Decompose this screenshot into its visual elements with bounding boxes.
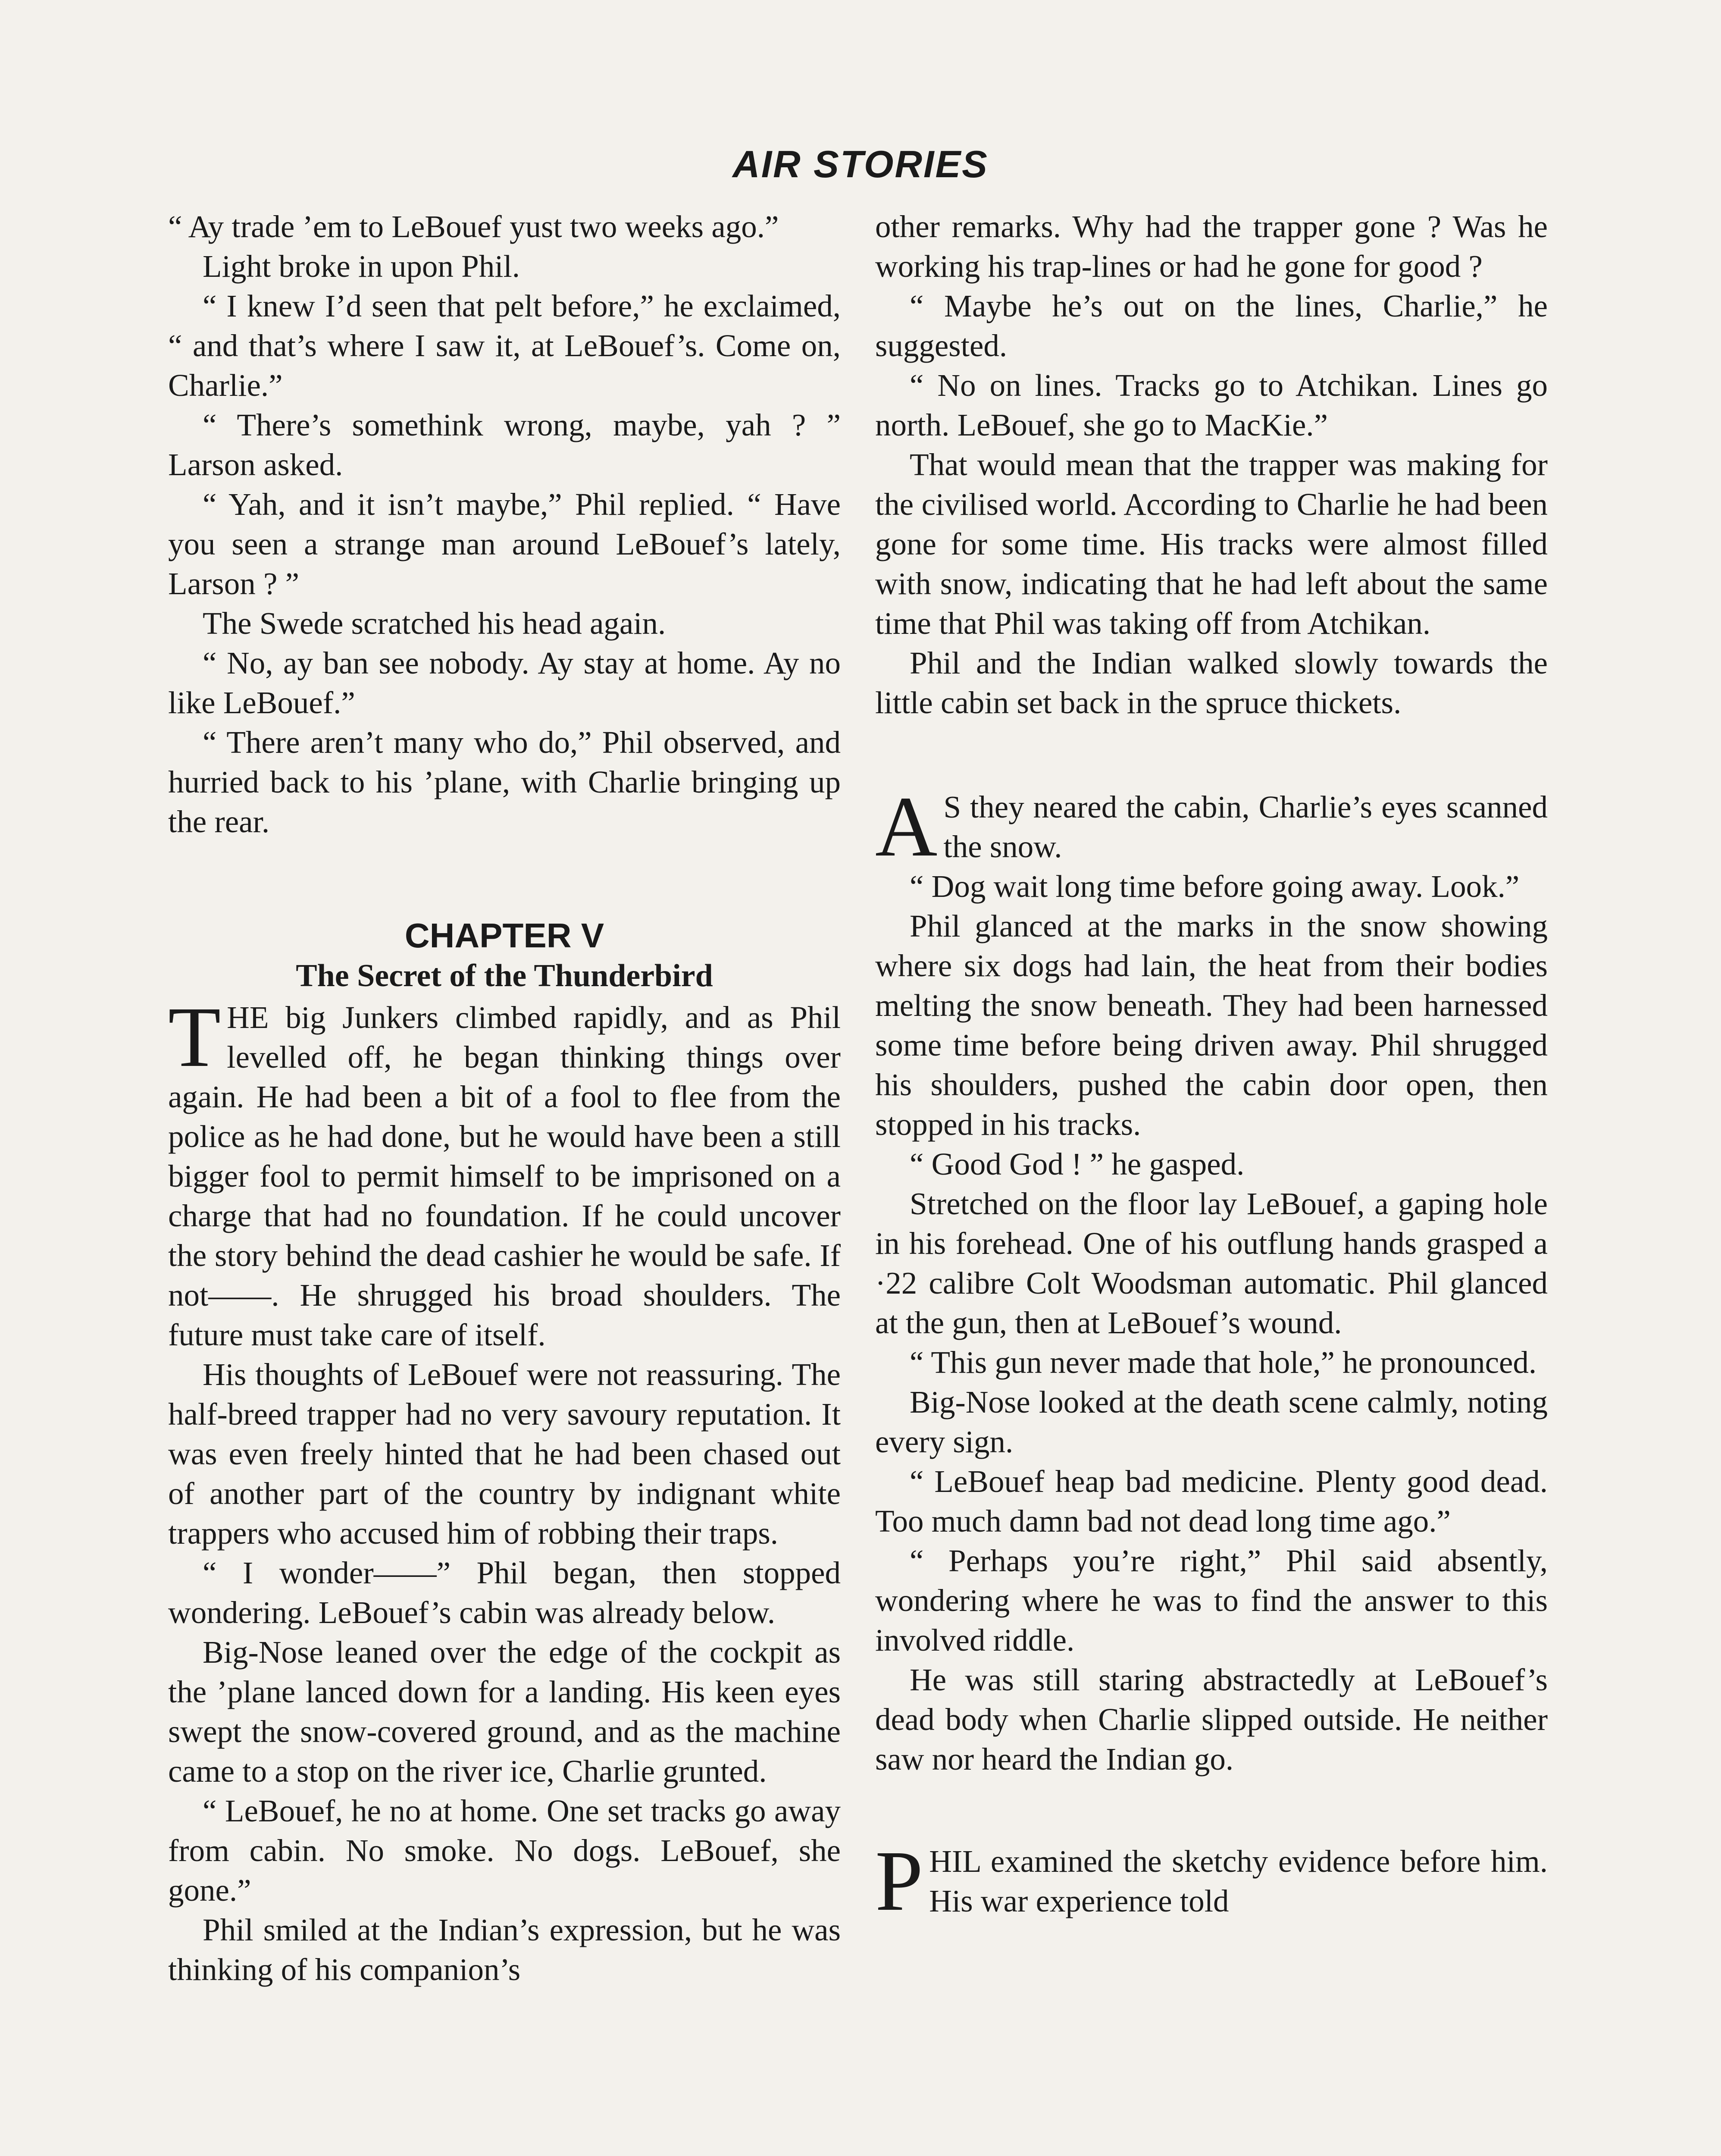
drop-cap: T	[168, 990, 221, 1085]
paragraph: Phil and the Indian walked slowly towards the little cabin set back in the spruce thickets.	[875, 646, 1548, 720]
running-header: AIR STORIES	[732, 143, 989, 185]
paragraph: Big-Nose looked at the death scene calmly, noting every sign.	[875, 1385, 1548, 1459]
paragraph: “ LeBouef, he no at home. One set tracks go away from cabin. No smoke. No dogs. LeBouef, she gone.”	[168, 1793, 841, 1908]
paragraph-text: HIL examined the sketchy evidence before him. His war experience told	[929, 1844, 1548, 1918]
paragraph: other remarks. Why had the trapper gone ? Was he working his trap-lines or had he gone for good ?	[875, 209, 1548, 284]
paragraph: “ Good God ! ” he gasped.	[910, 1147, 1245, 1181]
paragraph: “ I knew I’d seen that pelt before,” he exclaimed, “ and that’s where I saw it, at LeBouef’s. Come on, Charlie.”	[168, 288, 841, 403]
left-column	[168, 207, 841, 1990]
paragraph: “ I wonder——” Phil began, then stopped wondering. LeBouef’s cabin was already below.	[168, 1555, 841, 1630]
paragraph: His thoughts of LeBouef were not reassuring. The half-breed trapper had no very savoury reputation. It was even freely hinted that he had been chased out of another part of the country by indignant white trappers who accused him of robbing their traps.	[168, 1357, 841, 1551]
drop-cap: A	[875, 779, 938, 874]
drop-cap: P	[875, 1833, 923, 1929]
paragraph: “ Maybe he’s out on the lines, Charlie,” he suggested.	[875, 288, 1548, 363]
paragraph: “ Dog wait long time before going away. Look.”	[910, 869, 1520, 904]
paragraph: Light broke in upon Phil.	[203, 249, 520, 284]
chapter-heading: CHAPTER V	[404, 916, 604, 955]
chapter-title: The Secret of the Thunderbird	[296, 958, 713, 993]
paragraph-text: S they neared the cabin, Charlie’s eyes scanned the snow.	[943, 790, 1548, 864]
paragraph-text: HE big Junkers climbed rapidly, and as Phil levelled off, he began thinking things over again. He had been a bit of a fool to flee from the police as he had done, but he would have been a still bigger fool to permit himself to be imprisoned on a charge that had no foundation. If he could uncover the story behind the dead cashier he would be safe. If not——. He shrugged his broad shoulders. The future must take care of itself.	[168, 1000, 841, 1352]
paragraph: “ This gun never made that hole,” he pronounced.	[910, 1345, 1537, 1380]
paragraph: “ Ay trade ’em to LeBouef yust two weeks ago.”	[168, 209, 779, 244]
right-column	[875, 207, 1548, 1929]
section-break	[875, 723, 1548, 787]
paragraph: He was still staring abstractedly at LeBouef’s dead body when Charlie slipped outside. He neither saw nor heard the Indian go.	[875, 1662, 1548, 1777]
paragraph: Phil glanced at the marks in the snow showing where six dogs had lain, the heat from their bodies melting the snow beneath. They had been harnessed some time before being driven away. Phil shrugged his shoulders, pushed the cabin door open, then stopped in his tracks.	[875, 909, 1548, 1142]
paragraph: That would mean that the trapper was making for the civilised world. According to Charlie he had been gone for some time. His tracks were almost filled with snow, indicating that he had left about the same time that Phil was taking off from Atchikan.	[875, 447, 1548, 641]
paragraph: “ There’s somethink wrong, maybe, yah ? ” Larson asked.	[168, 407, 841, 482]
paragraph	[168, 990, 841, 1355]
paragraph: “ Perhaps you’re right,” Phil said absently, wondering where he was to find the answer to this involved riddle.	[875, 1543, 1548, 1658]
paragraph: The Swede scratched his head again.	[203, 606, 666, 641]
paragraph: Phil smiled at the Indian’s expression, but he was thinking of his companion’s	[168, 1912, 841, 1987]
paragraph: Stretched on the floor lay LeBouef, a gaping hole in his forehead. One of his outflung hands grasped a ·22 calibre Colt Woodsman automatic. Phil glanced at the gun, then at LeBouef’s wound.	[875, 1186, 1548, 1340]
paragraph	[875, 1833, 1548, 1929]
section-break	[875, 1779, 1548, 1842]
paragraph: “ LeBouef heap bad medicine. Plenty good dead. Too much damn bad not dead long time ago.”	[875, 1464, 1548, 1539]
paragraph: “ Yah, and it isn’t maybe,” Phil replied. “ Have you seen a strange man around LeBouef’s lately, Larson ? ”	[168, 487, 841, 601]
paragraph: “ There aren’t many who do,” Phil observed, and hurried back to his ’plane, with Charlie bringing up the rear.	[168, 725, 841, 839]
paragraph: “ No, ay ban see nobody. Ay stay at home. Ay no like LeBouef.”	[168, 646, 841, 720]
paragraph: Big-Nose leaned over the edge of the cockpit as the ’plane lanced down for a landing. His keen eyes swept the snow-covered ground, and as the machine came to a stop on the river ice, Charlie grunted.	[168, 1635, 841, 1789]
paragraph	[875, 779, 1548, 874]
paragraph: “ No on lines. Tracks go to Atchikan. Lines go north. LeBouef, she go to MacKie.”	[875, 368, 1548, 442]
